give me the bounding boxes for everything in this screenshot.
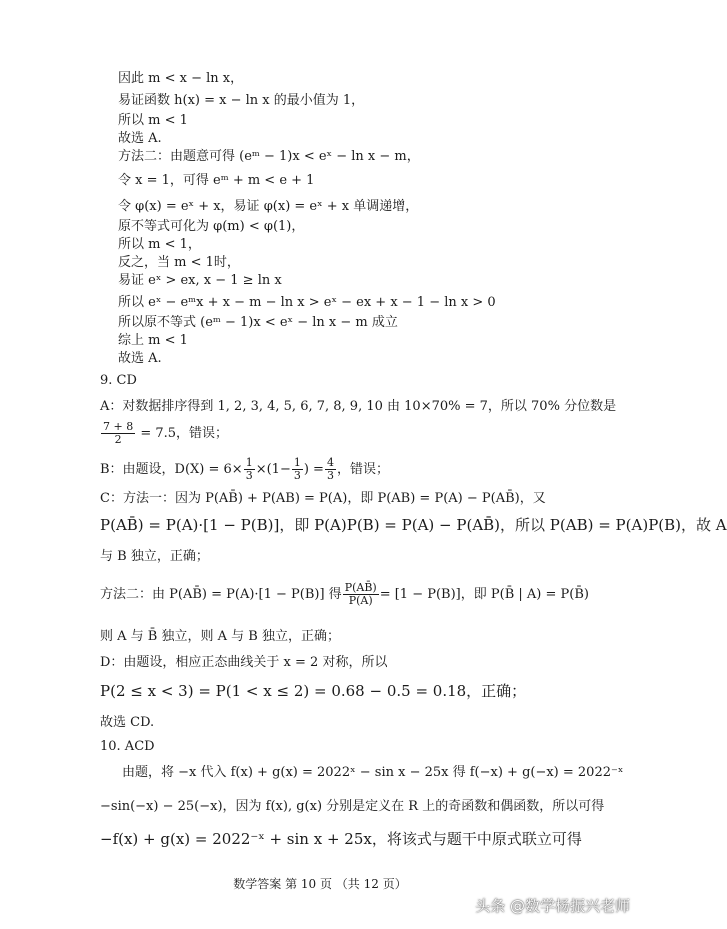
page-footer: 数学答案 第 10 页 （共 12 页） bbox=[233, 877, 407, 891]
q9-option-b: B：由题设，D(X) = 6× $\frac{1}{3}$ ×(1− $\frac{1}{3}$ ) = $\frac{4}{3}$ ，错误； bbox=[100, 456, 389, 482]
q9-option-a-fraction-line: $\frac{7 + 8}{2}$ = 7.5，错误； bbox=[103, 420, 229, 446]
q9-answer: 故选 CD. bbox=[100, 715, 155, 730]
line-11: 易证 eˣ > ex, x − 1 ≥ ln x bbox=[118, 273, 282, 288]
line-15: 故选 A. bbox=[118, 351, 162, 366]
q10-line-1: 由题，将 −x 代入 f(x) + g(x) = 2022ˣ − sin x − 25x 得 f(−x) + g(−x) = 2022⁻ˣ bbox=[122, 765, 624, 780]
question-9-heading: 9. CD bbox=[100, 373, 137, 388]
fraction: $\frac{1}{3}$ bbox=[293, 456, 301, 482]
q9-option-c-1: C：方法一：因为 P(AB̄) + P(AB) = P(A)，即 P(AB) = P(A) − P(AB̄)，又 bbox=[100, 491, 546, 506]
line-4: 故选 A. bbox=[118, 131, 162, 146]
q10-line-3: −f(x) + g(x) = 2022⁻ˣ + sin x + 25x，将该式与题干中原式联立可得 bbox=[100, 830, 582, 848]
line-12: 所以 eˣ − eᵐx + x − m − ln x > eˣ − ex + x − 1 − ln x > 0 bbox=[118, 295, 496, 310]
question-10-heading: 10. ACD bbox=[100, 739, 155, 754]
line-5: 方法二：由题意可得 (eᵐ − 1)x < eˣ − ln x − m， bbox=[118, 149, 420, 164]
q9-option-d-1: D：由题设，相应正态曲线关于 x = 2 对称，所以 bbox=[100, 655, 388, 670]
line-3: 所以 m < 1 bbox=[118, 113, 188, 128]
q9-option-c-3: 与 B 独立，正确； bbox=[100, 549, 209, 564]
line-10: 反之，当 m < 1时， bbox=[118, 255, 240, 270]
line-14: 综上 m < 1 bbox=[118, 333, 188, 348]
fraction: $\frac{1}{3}$ bbox=[245, 456, 253, 482]
fraction: $\frac{P(AB̄)}{P(A)}$ bbox=[344, 581, 377, 607]
q9-option-c-2: P(AB̄) = P(A)·[1 − P(B)]，即 P(A)P(B) = P(A) − P(AB̄)，所以 P(AB) = P(A)P(B)，故 A bbox=[100, 516, 727, 534]
q9-method-2: 方法二：由 P(AB̄) = P(A)·[1 − P(B)] 得 $\frac{P(AB̄)}{P(A)}$ = [1 − P(B)]，即 P(B̄ | A) = P(B̄) bbox=[100, 581, 589, 607]
q10-line-2: −sin(−x) − 25(−x)，因为 f(x), g(x) 分别是定义在 R 上的奇函数和偶函数，所以可得 bbox=[100, 799, 605, 814]
line-8: 原不等式可化为 φ(m) < φ(1)， bbox=[118, 219, 305, 234]
line-7: 令 φ(x) = eˣ + x，易证 φ(x) = eˣ + x 单调递增， bbox=[118, 199, 419, 214]
line-2: 易证函数 h(x) = x − ln x 的最小值为 1， bbox=[118, 93, 365, 108]
q9-option-a: A：对数据排序得到 1, 2, 3, 4, 5, 6, 7, 8, 9, 10 由 10×70% = 7，所以 70% 分位数是 bbox=[100, 399, 617, 414]
q9-option-d-2: P(2 ≤ x < 3) = P(1 < x ≤ 2) = 0.68 − 0.5 = 0.18，正确； bbox=[100, 682, 527, 700]
watermark: 头条 @数学杨振兴老师 bbox=[475, 897, 630, 915]
line-6: 令 x = 1，可得 eᵐ + m < e + 1 bbox=[118, 173, 315, 188]
fraction: $\frac{4}{3}$ bbox=[326, 456, 334, 482]
line-9: 所以 m < 1， bbox=[118, 237, 201, 252]
line-1: 因此 m < x − ln x， bbox=[118, 71, 244, 86]
line-13: 所以原不等式 (eᵐ − 1)x < eˣ − ln x − m 成立 bbox=[118, 315, 398, 330]
fraction: $\frac{7 + 8}{2}$ bbox=[103, 420, 134, 446]
q9-option-c-4: 则 A 与 B̄ 独立，则 A 与 B 独立，正确； bbox=[100, 629, 340, 644]
